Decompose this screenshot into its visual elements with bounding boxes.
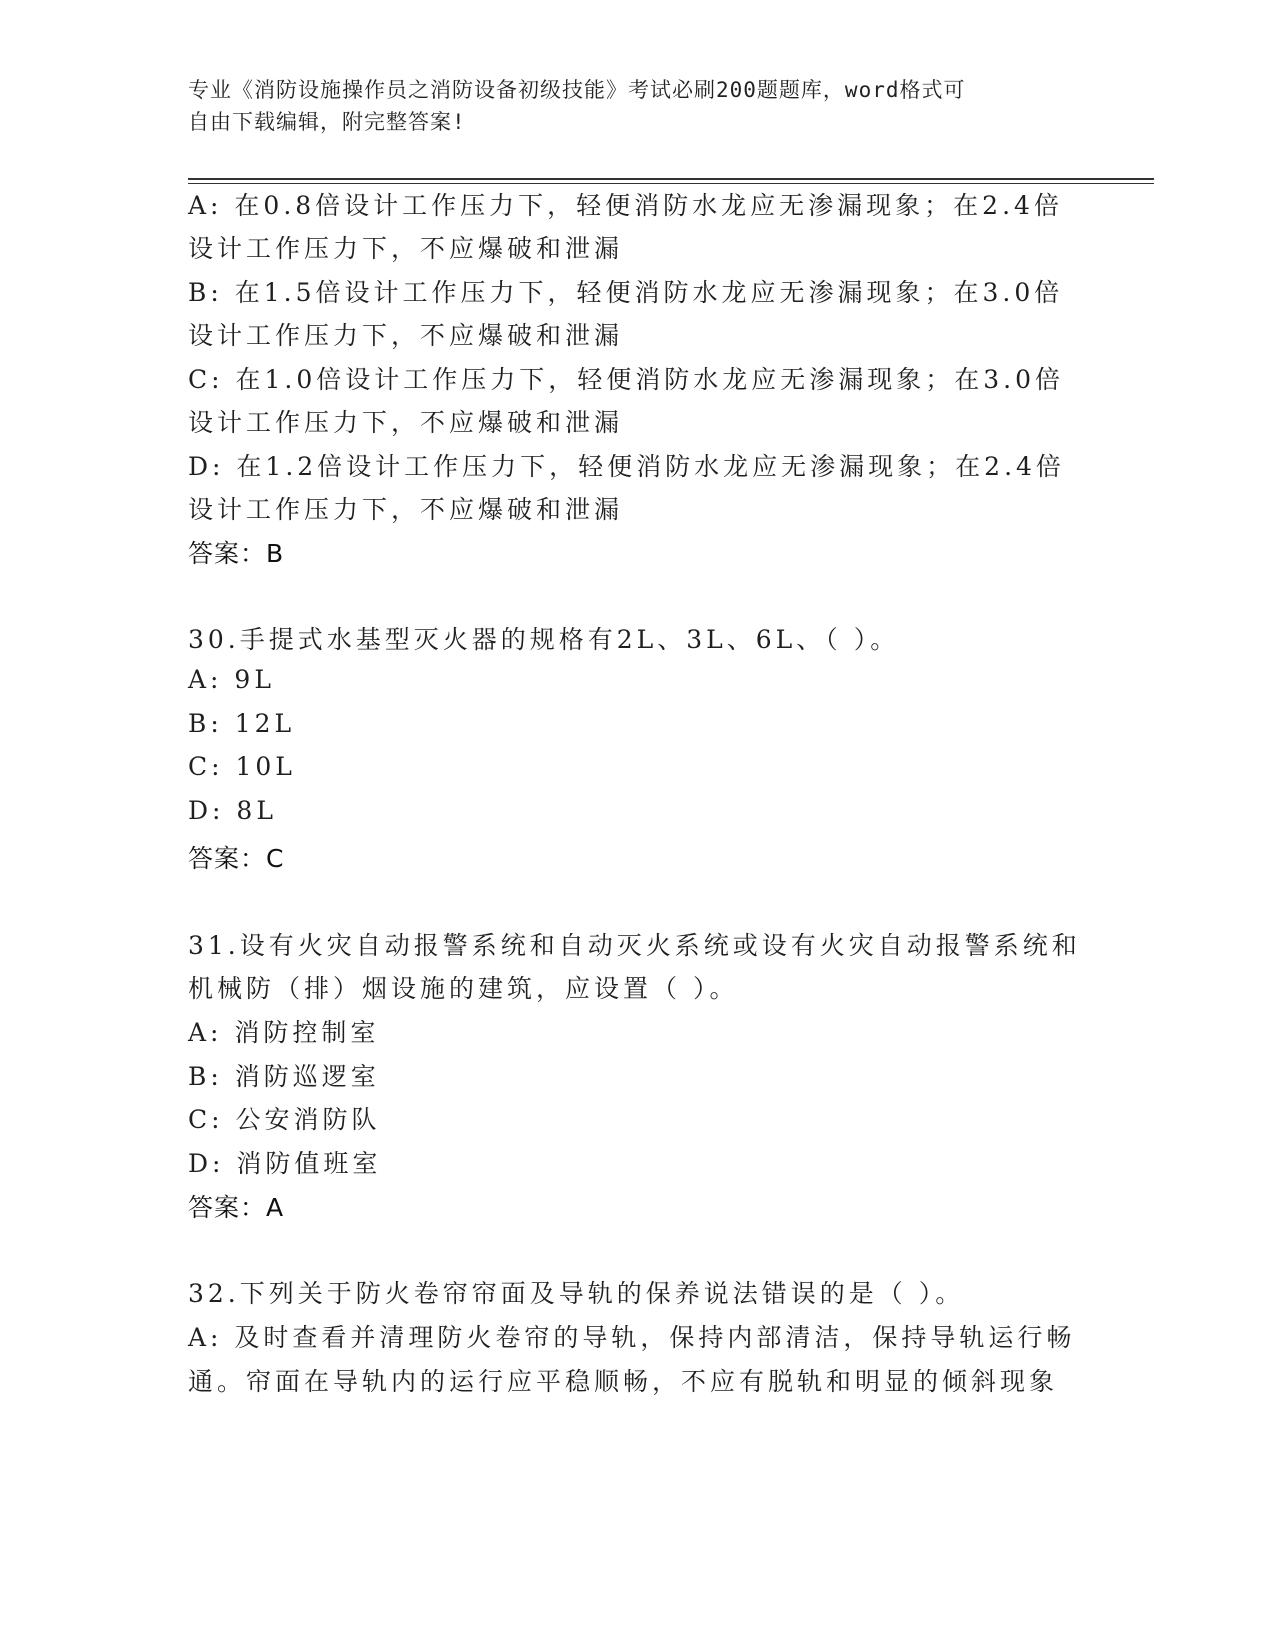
q29-option-c-line-1: C: 在1.0倍设计工作压力下，轻便消防水龙应无渗漏现象；在3.0倍 — [188, 365, 1065, 394]
q29-option-c-line-2: 设计工作压力下，不应爆破和泄漏 — [188, 408, 624, 437]
q29-option-d-line-2: 设计工作压力下，不应爆破和泄漏 — [188, 495, 624, 524]
q31-option-b: B: 消防巡逻室 — [188, 1062, 380, 1091]
q32-option-a-line-2: 通。帘面在导轨内的运行应平稳顺畅，不应有脱轨和明显的倾斜现象 — [188, 1367, 1059, 1396]
q29-answer: 答案：B — [188, 539, 285, 568]
q30-answer: 答案：C — [188, 844, 285, 873]
q31-option-d: D: 消防值班室 — [188, 1149, 382, 1178]
q31-stem-line-2: 机械防（排）烟设施的建筑，应设置（ ）。 — [188, 974, 739, 1003]
header-divider — [188, 178, 1154, 184]
q29-option-a-line-1: A: 在0.8倍设计工作压力下，轻便消防水龙应无渗漏现象；在2.4倍 — [188, 191, 1063, 220]
q31-stem-line-1: 31.设有火灾自动报警系统和自动灭火系统或设有火灾自动报警系统和 — [188, 931, 1081, 960]
document-header — [188, 74, 1068, 138]
q30-option-c: C: 10L — [188, 752, 296, 781]
q29-option-b-line-2: 设计工作压力下，不应爆破和泄漏 — [188, 321, 624, 350]
q31-option-a: A: 消防控制室 — [188, 1018, 380, 1047]
q30-option-b: B: 12L — [188, 709, 296, 738]
q29-option-d-line-1: D: 在1.2倍设计工作压力下，轻便消防水龙应无渗漏现象；在2.4倍 — [188, 452, 1065, 481]
q30-stem: 30.手提式水基型灭火器的规格有2L、3L、6L、（ ）。 — [188, 625, 900, 654]
q31-answer: 答案：A — [188, 1193, 285, 1222]
header-line-1: 专业《消防设施操作员之消防设备初级技能》考试必刷200题题库，word格式可 — [188, 78, 966, 102]
header-line-2: 自由下载编辑，附完整答案! — [188, 110, 466, 134]
q32-option-a-line-1: A: 及时查看并清理防火卷帘的导轨，保持内部清洁，保持导轨运行畅 — [188, 1323, 1076, 1352]
q32-stem: 32.下列关于防火卷帘帘面及导轨的保养说法错误的是（ ）。 — [188, 1279, 965, 1308]
q29-option-a-line-2: 设计工作压力下，不应爆破和泄漏 — [188, 234, 624, 263]
q31-option-c: C: 公安消防队 — [188, 1105, 381, 1134]
q30-option-a: A: 9L — [188, 665, 275, 694]
q30-option-d: D: 8L — [188, 796, 277, 825]
q29-option-b-line-1: B: 在1.5倍设计工作压力下，轻便消防水龙应无渗漏现象；在3.0倍 — [188, 278, 1064, 307]
